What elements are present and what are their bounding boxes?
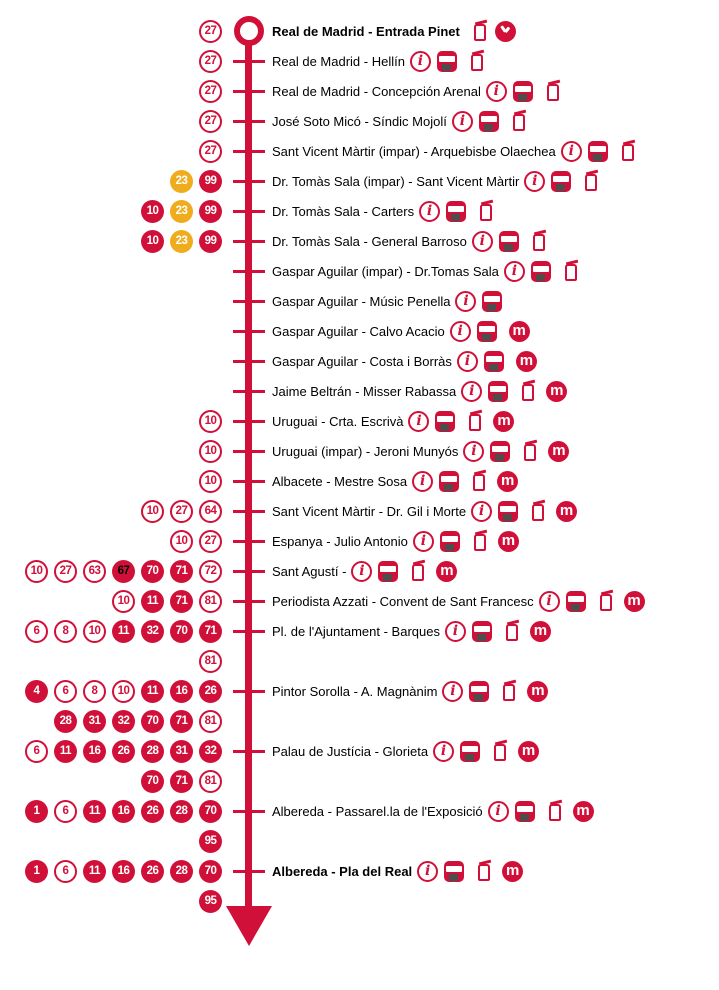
info-icon[interactable]: i (524, 171, 545, 192)
line-badge-70[interactable]: 70 (141, 560, 164, 583)
line-badge-6[interactable]: 6 (25, 740, 48, 763)
line-badges (0, 856, 222, 886)
stop-tick (233, 360, 265, 363)
bin-icon (533, 234, 545, 251)
metro-icon: m (548, 441, 569, 462)
line-badges (0, 436, 222, 466)
stop-row (0, 796, 719, 826)
stop-name[interactable]: Espanya - Julio Antonio (272, 533, 408, 549)
bin-icon (412, 564, 424, 581)
stop-row-badge-overflow (0, 886, 719, 916)
stop-content (272, 136, 634, 166)
stop-name[interactable]: Albereda - Passarel.la de l'Exposició (272, 803, 483, 819)
bus-icon[interactable] (469, 681, 489, 702)
info-icon[interactable]: i (504, 261, 525, 282)
stop-content (272, 496, 577, 526)
bin-icon (513, 114, 525, 131)
line-badge-27[interactable]: 27 (199, 530, 222, 553)
line-badge-1[interactable]: 1 (25, 800, 48, 823)
stop-name[interactable]: José Soto Micó - Síndic Mojolí (272, 113, 447, 129)
line-badge-11[interactable]: 11 (54, 740, 77, 763)
metro-icon: m (527, 681, 548, 702)
stop-tick (233, 450, 265, 453)
line-badge-10[interactable]: 10 (141, 500, 164, 523)
info-icon[interactable]: i (417, 861, 438, 882)
stop-row (0, 286, 719, 316)
bus-icon[interactable] (440, 531, 460, 552)
line-badge-28[interactable]: 28 (54, 710, 77, 733)
line-badge-71[interactable]: 71 (199, 620, 222, 643)
line-badge-27[interactable]: 27 (199, 110, 222, 133)
metro-icon: m (493, 411, 514, 432)
bus-icon[interactable] (588, 141, 608, 162)
stop-name[interactable]: Real de Madrid - Entrada Pinet (272, 23, 460, 39)
stop-row (0, 226, 719, 256)
line-badge-6[interactable]: 6 (54, 800, 77, 823)
info-icon[interactable]: i (472, 231, 493, 252)
line-badge-10[interactable]: 10 (199, 440, 222, 463)
stop-content (272, 76, 559, 106)
line-badges (0, 196, 222, 226)
bin-icon (600, 594, 612, 611)
stop-name[interactable]: Uruguai - Crta. Escrivà (272, 413, 404, 429)
info-icon[interactable]: i (457, 351, 478, 372)
bus-icon[interactable] (482, 291, 502, 312)
stop-content (272, 226, 545, 256)
metro-icon: m (497, 471, 518, 492)
stop-name[interactable]: Dr. Tomàs Sala - General Barroso (272, 233, 467, 249)
stop-tick (233, 270, 265, 273)
stop-tick (233, 600, 265, 603)
bin-icon (585, 174, 597, 191)
line-badge-23[interactable]: 23 (170, 170, 193, 193)
metro-icon: m (518, 741, 539, 762)
info-icon[interactable]: i (412, 471, 433, 492)
stop-content (272, 616, 551, 646)
line-badge-99[interactable]: 99 (199, 170, 222, 193)
stop-row (0, 46, 719, 76)
stop-tick (233, 300, 265, 303)
bin-icon (494, 744, 506, 761)
line-badge-10[interactable]: 10 (199, 470, 222, 493)
line-badge-16[interactable]: 16 (170, 680, 193, 703)
stop-name[interactable]: Albereda - Pla del Real (272, 863, 413, 879)
bin-icon (506, 624, 518, 641)
stop-tick (233, 510, 265, 513)
line-badges (0, 586, 222, 616)
stop-content (272, 16, 516, 46)
stop-content (272, 436, 569, 466)
stop-name[interactable]: Dr. Tomàs Sala (impar) - Sant Vicent Màrtir (272, 173, 520, 189)
bin-icon (478, 864, 490, 881)
info-icon[interactable]: i (413, 531, 434, 552)
metro-icon: m (546, 381, 567, 402)
line-badge-70[interactable]: 70 (199, 860, 222, 883)
line-badge-26[interactable]: 26 (141, 800, 164, 823)
line-badge-64[interactable]: 64 (199, 500, 222, 523)
line-badge-11[interactable]: 11 (141, 680, 164, 703)
stop-row (0, 196, 719, 226)
line-badges (0, 556, 222, 586)
bin-icon (622, 144, 634, 161)
stop-row (0, 16, 719, 46)
line-badge-26[interactable]: 26 (199, 680, 222, 703)
info-icon[interactable]: i (433, 741, 454, 762)
line-badge-81[interactable]: 81 (199, 770, 222, 793)
stop-row (0, 346, 719, 376)
info-icon[interactable]: i (410, 51, 431, 72)
metro-icon: m (624, 591, 645, 612)
stop-row (0, 736, 719, 766)
line-badges (0, 706, 222, 736)
stop-content (272, 406, 514, 436)
stop-row (0, 166, 719, 196)
line-badges (0, 16, 222, 46)
stop-row (0, 376, 719, 406)
line-badge-71[interactable]: 71 (170, 560, 193, 583)
line-badge-70[interactable]: 70 (199, 800, 222, 823)
stop-tick (233, 810, 265, 813)
line-badge-28[interactable]: 28 (170, 800, 193, 823)
line-badges (0, 406, 222, 436)
line-badge-27[interactable]: 27 (170, 500, 193, 523)
line-badge-11[interactable]: 11 (83, 860, 106, 883)
line-badge-81[interactable]: 81 (199, 650, 222, 673)
line-badges (0, 646, 222, 676)
stop-row (0, 586, 719, 616)
bus-icon[interactable] (460, 741, 480, 762)
stop-row (0, 496, 719, 526)
stop-content (272, 376, 567, 406)
line-badge-99[interactable]: 99 (199, 200, 222, 223)
stop-name[interactable]: Jaime Beltrán - Misser Rabassa (272, 383, 457, 399)
stop-content (272, 346, 537, 376)
info-icon[interactable]: i (408, 411, 429, 432)
stop-row (0, 616, 719, 646)
line-badge-31[interactable]: 31 (170, 740, 193, 763)
stop-name[interactable]: Sant Vicent Màrtir (impar) - Arquebisbe Olaechea (272, 143, 556, 159)
bus-icon[interactable] (446, 201, 466, 222)
line-badge-28[interactable]: 28 (170, 860, 193, 883)
bus-icon[interactable] (566, 591, 586, 612)
stop-row (0, 316, 719, 346)
stop-tick (233, 630, 265, 633)
stop-row (0, 436, 719, 466)
stop-tick (233, 150, 265, 153)
stop-tick (233, 870, 265, 873)
metro-icon: m (530, 621, 551, 642)
line-badges (0, 886, 222, 916)
line-badges (0, 136, 222, 166)
bus-icon[interactable] (515, 801, 535, 822)
line-badge-27[interactable]: 27 (199, 50, 222, 73)
info-icon[interactable]: i (463, 441, 484, 462)
line-badge-27[interactable]: 27 (199, 20, 222, 43)
stop-name[interactable]: Periodista Azzati - Convent de Sant Francesc (272, 593, 534, 609)
stop-name[interactable]: Pintor Sorolla - A. Magnànim (272, 683, 438, 699)
bin-icon (480, 204, 492, 221)
bus-icon[interactable] (498, 501, 518, 522)
line-badges (0, 766, 222, 796)
line-badge-27[interactable]: 27 (54, 560, 77, 583)
line-badge-95[interactable]: 95 (199, 890, 222, 913)
stop-tick (233, 420, 265, 423)
stop-content (272, 556, 457, 586)
line-badges (0, 46, 222, 76)
line-badge-11[interactable]: 11 (83, 800, 106, 823)
line-badges (0, 526, 222, 556)
bus-icon[interactable] (513, 81, 533, 102)
stop-tick (233, 570, 265, 573)
info-icon[interactable]: i (452, 111, 473, 132)
info-icon[interactable]: i (351, 561, 372, 582)
line-badge-23[interactable]: 23 (170, 230, 193, 253)
bus-icon[interactable] (435, 411, 455, 432)
bus-icon[interactable] (437, 51, 457, 72)
line-badge-99[interactable]: 99 (199, 230, 222, 253)
line-badge-72[interactable]: 72 (199, 560, 222, 583)
line-badge-6[interactable]: 6 (54, 680, 77, 703)
line-badges (0, 106, 222, 136)
stop-name[interactable]: Dr. Tomàs Sala - Carters (272, 203, 415, 219)
stop-name[interactable]: Gaspar Aguilar - Calvo Acacio (272, 323, 445, 339)
line-badge-28[interactable]: 28 (141, 740, 164, 763)
info-icon[interactable]: i (442, 681, 463, 702)
stop-name[interactable]: Real de Madrid - Concepción Arenal (272, 83, 481, 99)
stop-name[interactable]: Albacete - Mestre Sosa (272, 473, 408, 489)
line-badge-71[interactable]: 71 (170, 770, 193, 793)
line-badge-26[interactable]: 26 (112, 740, 135, 763)
metro-icon: m (509, 321, 530, 342)
line-badge-16[interactable]: 16 (112, 800, 135, 823)
line-badge-1[interactable]: 1 (25, 860, 48, 883)
line-badge-81[interactable]: 81 (199, 710, 222, 733)
bin-icon (474, 534, 486, 551)
stop-tick (233, 240, 265, 243)
line-badge-70[interactable]: 70 (141, 770, 164, 793)
stop-content (272, 676, 548, 706)
bus-icon[interactable] (479, 111, 499, 132)
info-icon[interactable]: i (471, 501, 492, 522)
stop-row (0, 406, 719, 436)
stop-tick (233, 90, 265, 93)
stop-content (272, 316, 530, 346)
stop-content (272, 286, 502, 316)
line-badge-70[interactable]: 70 (170, 620, 193, 643)
line-badge-6[interactable]: 6 (25, 620, 48, 643)
line-badge-10[interactable]: 10 (141, 230, 164, 253)
stop-row (0, 256, 719, 286)
line-badge-6[interactable]: 6 (54, 860, 77, 883)
line-badges (0, 466, 222, 496)
info-icon[interactable]: i (488, 801, 509, 822)
stop-row (0, 526, 719, 556)
line-badge-71[interactable]: 71 (170, 710, 193, 733)
stop-name[interactable]: Gaspar Aguilar - Costa i Borràs (272, 353, 452, 369)
info-icon[interactable]: i (450, 321, 471, 342)
metro-icon: m (436, 561, 457, 582)
stop-content (272, 166, 597, 196)
stop-row (0, 466, 719, 496)
bus-icon[interactable] (472, 621, 492, 642)
line-badge-95[interactable]: 95 (199, 830, 222, 853)
info-icon[interactable]: i (561, 141, 582, 162)
metro-icon: m (556, 501, 577, 522)
info-icon[interactable]: i (419, 201, 440, 222)
stop-name[interactable]: Gaspar Aguilar (impar) - Dr.Tomas Sala (272, 263, 499, 279)
stop-row (0, 676, 719, 706)
bin-icon (473, 474, 485, 491)
stop-content (272, 196, 492, 226)
line-badge-10[interactable]: 10 (25, 560, 48, 583)
stop-content (272, 466, 518, 496)
line-badge-81[interactable]: 81 (199, 590, 222, 613)
info-icon[interactable]: i (455, 291, 476, 312)
line-badge-11[interactable]: 11 (141, 590, 164, 613)
stop-tick (233, 540, 265, 543)
stop-name[interactable]: Sant Vicent Màrtir - Dr. Gil i Morte (272, 503, 467, 519)
stop-tick (233, 390, 265, 393)
bin-icon (522, 384, 534, 401)
metro-icon: m (502, 861, 523, 882)
stop-tick (233, 120, 265, 123)
stop-row-badge-overflow (0, 646, 719, 676)
stop-tick (233, 180, 265, 183)
line-badges (0, 76, 222, 106)
stop-row (0, 556, 719, 586)
stop-name[interactable]: Pl. de l'Ajuntament - Barques (272, 623, 440, 639)
stop-content (272, 526, 519, 556)
line-badges (0, 226, 222, 256)
info-icon[interactable]: i (445, 621, 466, 642)
line-badges (0, 826, 222, 856)
bus-icon[interactable] (444, 861, 464, 882)
line-badge-10[interactable]: 10 (112, 590, 135, 613)
line-badge-31[interactable]: 31 (83, 710, 106, 733)
bus-icon[interactable] (477, 321, 497, 342)
line-badge-8[interactable]: 8 (54, 620, 77, 643)
bus-icon[interactable] (488, 381, 508, 402)
stop-name[interactable]: Uruguai (impar) - Jeroni Munyós (272, 443, 459, 459)
line-badge-11[interactable]: 11 (112, 620, 135, 643)
line-badge-70[interactable]: 70 (141, 710, 164, 733)
stop-name[interactable]: Sant Agustí - (272, 563, 347, 579)
stop-tick (233, 60, 265, 63)
stop-row (0, 136, 719, 166)
bin-icon (471, 54, 483, 71)
line-badge-26[interactable]: 26 (141, 860, 164, 883)
stop-name[interactable]: Real de Madrid - Hellín (272, 53, 405, 69)
bus-icon[interactable] (378, 561, 398, 582)
bus-icon[interactable] (484, 351, 504, 372)
bin-icon (503, 684, 515, 701)
line-badge-10[interactable]: 10 (83, 620, 106, 643)
bin-icon (549, 804, 561, 821)
stop-tick (233, 750, 265, 753)
line-badge-10[interactable]: 10 (141, 200, 164, 223)
bin-icon (474, 24, 486, 41)
line-badges (0, 496, 222, 526)
clock-icon (495, 21, 516, 42)
stop-name[interactable]: Palau de Justícia - Glorieta (272, 743, 429, 759)
bus-icon[interactable] (439, 471, 459, 492)
stop-content (272, 856, 523, 886)
line-badge-8[interactable]: 8 (83, 680, 106, 703)
line-badge-16[interactable]: 16 (112, 860, 135, 883)
line-badge-32[interactable]: 32 (112, 710, 135, 733)
stop-row (0, 106, 719, 136)
stop-content (272, 106, 525, 136)
line-badge-10[interactable]: 10 (199, 410, 222, 433)
stop-name[interactable]: Gaspar Aguilar - Músic Penella (272, 293, 451, 309)
line-badge-23[interactable]: 23 (170, 200, 193, 223)
bus-icon[interactable] (531, 261, 551, 282)
line-badge-4[interactable]: 4 (25, 680, 48, 703)
line-badge-10[interactable]: 10 (170, 530, 193, 553)
stop-tick (233, 210, 265, 213)
stop-row-badge-overflow (0, 826, 719, 856)
line-badges (0, 736, 222, 766)
line-badges (0, 166, 222, 196)
line-badge-71[interactable]: 71 (170, 590, 193, 613)
bin-icon (469, 414, 481, 431)
stop-content (272, 736, 539, 766)
line-badge-67[interactable]: 67 (112, 560, 135, 583)
stop-tick (233, 690, 265, 693)
line-badges (0, 796, 222, 826)
metro-icon: m (573, 801, 594, 822)
metro-icon: m (498, 531, 519, 552)
stop-content (272, 256, 577, 286)
bin-icon (547, 84, 559, 101)
bus-icon[interactable] (551, 171, 571, 192)
stop-row (0, 76, 719, 106)
bus-icon[interactable] (499, 231, 519, 252)
stop-content (272, 46, 483, 76)
bin-icon (565, 264, 577, 281)
stop-content (272, 586, 645, 616)
line-badge-27[interactable]: 27 (199, 140, 222, 163)
bus-icon[interactable] (490, 441, 510, 462)
line-badge-27[interactable]: 27 (199, 80, 222, 103)
line-badge-10[interactable]: 10 (112, 680, 135, 703)
info-icon[interactable]: i (539, 591, 560, 612)
bin-icon (532, 504, 544, 521)
info-icon[interactable]: i (486, 81, 507, 102)
info-icon[interactable]: i (461, 381, 482, 402)
stop-tick (233, 330, 265, 333)
stop-tick (233, 480, 265, 483)
line-badges (0, 676, 222, 706)
stop-row-badge-overflow (0, 766, 719, 796)
line-badge-32[interactable]: 32 (199, 740, 222, 763)
bin-icon (524, 444, 536, 461)
line-badge-32[interactable]: 32 (141, 620, 164, 643)
line-badge-16[interactable]: 16 (83, 740, 106, 763)
line-badges (0, 616, 222, 646)
metro-icon: m (516, 351, 537, 372)
stop-content (272, 796, 594, 826)
stop-row (0, 856, 719, 886)
stop-row-badge-overflow (0, 706, 719, 736)
line-badge-63[interactable]: 63 (83, 560, 106, 583)
